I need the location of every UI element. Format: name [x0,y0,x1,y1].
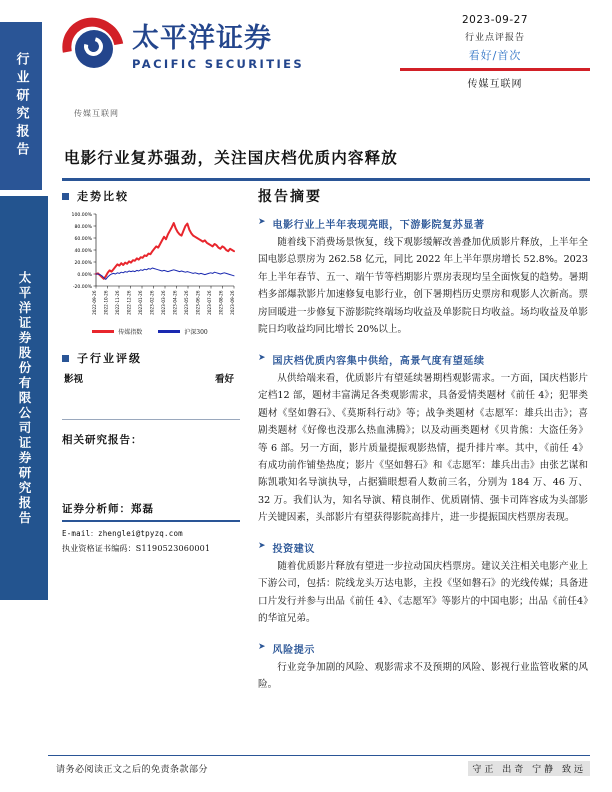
legend-swatch-1 [158,330,180,333]
summary-block [258,352,588,527]
legend-label-0: 传媒指数 [118,329,143,336]
svg-text:2023-01-26: 2023-01-26 [138,290,143,315]
summary-block [258,540,588,628]
chart-legend [62,327,238,336]
svg-text:2023-09-26: 2023-09-26 [230,290,235,315]
svg-text:0.00%: 0.00% [77,273,92,278]
summary-block-header [258,540,588,555]
summary-heading: 报告摘要 [258,189,322,205]
left-column [62,188,240,554]
footer-disclaimer: 请务必阅读正文之后的免责条款部分 [56,765,209,775]
svg-text:2023-04-26: 2023-04-26 [172,290,178,315]
legend-item-1 [158,327,207,336]
svg-text:-20.00%: -20.00% [72,285,92,290]
summary-column [258,186,588,707]
company-logo [62,18,304,78]
page-title: 电影行业复苏强劲，关注国庆档优质内容释放 [64,148,399,167]
summary-block-body: 随着优质影片释放有望进一步拉动国庆档票房。建议关注相关电影产业上下游公司，包括：院线龙头万达电影，主投《坚如磐石》的光线传媒；具备进口片发行并参与出品《前任 4》、《志愿军》等影片的中国电影；出品《前任4》的华谊兄弟。 [258,560,588,625]
logo-name-cn: 太平洋证券 [132,23,272,55]
svg-text:60.00%: 60.00% [74,237,92,242]
chevron-right-icon: ➤ [258,352,266,363]
sidebar-main-label: 太平洋证券股份有限公司证券研究报告 [17,270,32,526]
report-header [48,0,612,126]
header-sector: 传媒互联网 [467,78,523,90]
svg-text:2023-07-26: 2023-07-26 [207,290,212,315]
sidebar-band-main [0,196,48,600]
rating-badge: 看好/首次 [468,49,522,62]
svg-text:2022-10-26: 2022-10-26 [103,290,109,315]
page-footer [56,761,590,776]
summary-block-body: 从供给端来看，优质影片有望延续暑期档观影需求。一方面，国庆档影片定档12 部，题材丰富满足各类观影需求，具备爱情类题材《前任 4》；犯罪类题材《坚如磐石》、《莫斯科行动》等；战争类题材《志愿军：雄兵出击》；喜剧类题材《好像也没那么热血沸腾》；以及动画类题材《贝肯熊：大盗任务》等 6 部。另一方面，影片质量提振观影热情，提升排片率。其中，《前任 4》有成功前作铺垫热度；影片《坚如磐石》和《志愿军：雄兵出击》由张艺谋和陈凯歌知名导演执导，占据猫眼想看人数前三名，分别为 184 万、46 万、32 万。我们认为，知名导演、精良制作、优质剧情、强卡司阵容成为头部影片关键因素，头部影片有望获得影院高排片，进一步提振国庆档票房表现。 [258,372,588,524]
logo-name-en: PACIFIC SECURITIES [132,56,305,71]
chevron-right-icon: ➤ [258,641,266,652]
chart-section-title: 走势比较 [77,190,129,203]
subrating-name: 影视 [64,374,84,385]
bullet-square-icon [62,193,69,200]
sector-tag: 传媒互联网 [74,109,119,118]
svg-text:2023-08-26: 2023-08-26 [218,290,224,315]
svg-text:2023-03-26: 2023-03-26 [161,290,166,315]
subrating-row [62,371,240,385]
summary-block-header [258,641,588,656]
summary-block-header [258,216,588,231]
chart-section-header [62,188,240,204]
title-divider [62,178,590,181]
analyst-title: 证券分析师：郑磊 [62,503,154,515]
svg-text:2022-09-26: 2022-09-26 [92,290,97,315]
legend-label-1: 沪深300 [184,329,208,336]
report-kind: 行业点评报告 [464,33,525,43]
svg-text:100.00%: 100.00% [71,213,92,218]
svg-text:2022-12-26: 2022-12-26 [126,290,132,315]
footer-slogan: 守正 出奇 宁静 致远 [468,761,590,776]
related-reports-title: 相关研究报告： [62,434,143,446]
footer-divider [48,755,590,756]
summary-block-title: 投资建议 [272,543,315,555]
header-divider [400,68,590,71]
sidebar-band-top [0,22,42,190]
pacific-securities-logo-icon [62,18,124,78]
summary-block [258,216,588,339]
summary-block-body: 随着线下消费场景恢复，线下观影缓解改善叠加优质影片释放，上半年全国电影总票房为 262.58 亿元，同比 2022 年上半年票房增长 52.8%。2023 年上半年春节、五一、端午节等档期影片票房表现均呈全面恢复的趋势。暑期档多部爆款影片加速修复电影行业，创下暑期档历史票房和观影人次新高。票房回暖进一步修复下游影院终端场均收益及单影院日均收益。场均收益及单影院日均收益均同比增长 20%以上。 [258,237,588,336]
subrating-section [62,350,240,420]
subrating-value: 看好 [214,374,234,385]
analyst-divider [62,520,240,522]
summary-block-header [258,352,588,367]
svg-text:20.00%: 20.00% [74,261,92,266]
legend-swatch-0 [92,330,114,333]
sidebar-top-label: 行业研究报告 [13,52,29,160]
summary-block-title: 风险提示 [272,644,315,656]
header-meta [400,14,590,90]
subrating-divider [62,419,240,420]
trend-comparison-chart [62,208,238,340]
summary-block-title: 国庆档优质内容集中供给，高景气度有望延续 [272,355,485,367]
trend-chart-svg [62,208,238,326]
legend-item-0 [92,327,142,336]
svg-text:2023-02-26: 2023-02-26 [149,290,155,315]
analyst-email[interactable]: E-mail：zhenglei@tpyzq.com [62,528,183,538]
chevron-right-icon: ➤ [258,540,266,551]
summary-block-title: 电影行业上半年表现亮眼，下游影院复苏显著 [272,220,485,231]
svg-text:80.00%: 80.00% [74,225,92,230]
subrating-header [62,350,240,366]
svg-text:2023-06-26: 2023-06-26 [195,290,201,315]
svg-text:40.00%: 40.00% [74,249,92,254]
svg-text:2023-05-26: 2023-05-26 [184,290,189,315]
svg-text:2022-11-26: 2022-11-26 [115,290,120,315]
chevron-right-icon: ➤ [258,217,266,227]
report-date: 2023-09-27 [461,14,529,26]
bullet-square-icon [62,355,69,362]
analyst-license: 执业资格证书编码：S1190523060001 [62,543,211,553]
summary-block [258,641,588,694]
subrating-title: 子行业评级 [77,352,142,365]
summary-block-body: 行业竞争加剧的风险、观影需求不及预期的风险、影视行业监管收紧的风险。 [258,661,588,691]
